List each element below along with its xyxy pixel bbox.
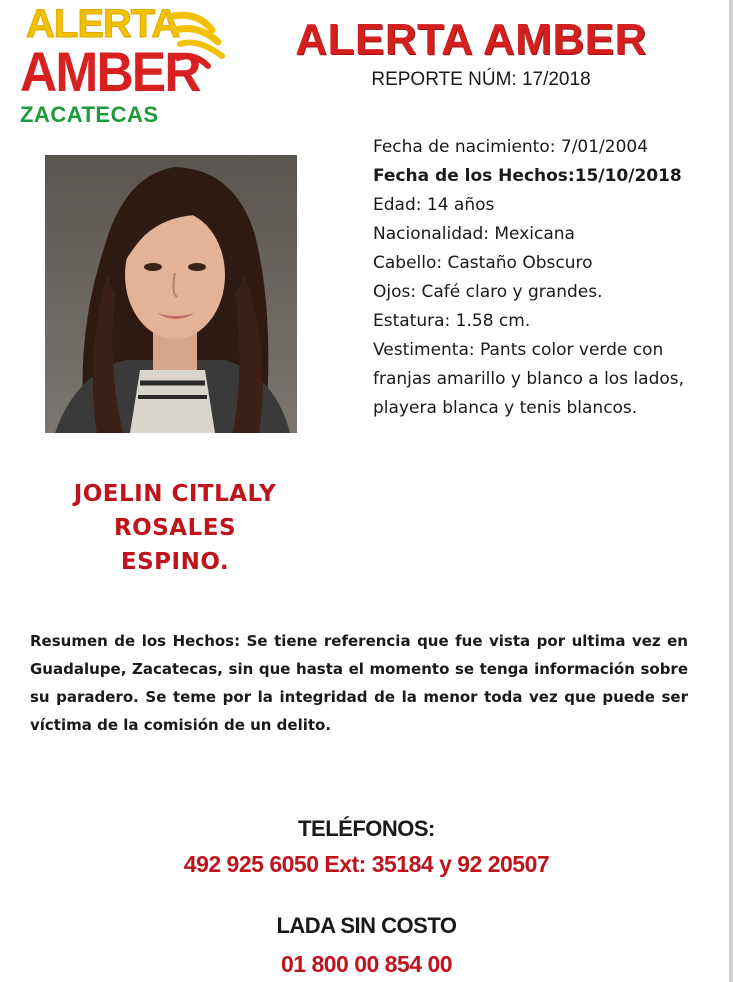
name-line-3: ESPINO. [120, 549, 230, 575]
name-line-1: JOELIN CITLALY [73, 481, 277, 507]
eyes-description: Ojos: Café claro y grandes. [373, 282, 603, 302]
event-date: Fecha de los Hechos:15/10/2018 [373, 166, 682, 186]
page-title: ALERTA AMBER [295, 15, 647, 64]
person-details [373, 133, 703, 423]
alerta-amber-zacatecas-logo [18, 4, 228, 128]
clothing-description: Vestimenta: Pants color verde con franjas amarillo y blanco a los lados, playera blanca y tenis blancos. [373, 340, 685, 418]
hair-description: Cabello: Castaño Obscuro [373, 253, 593, 273]
case-summary: Resumen de los Hechos: Se tiene referencia que fue vista por ultima vez en Guadalupe, Zacatecas, sin que hasta el momento se tenga información sobre su paradero. Se teme por la integridad de la menor toda vez que puede ser víctima de la comisión de un delito. [30, 632, 688, 734]
birth-date: Fecha de nacimiento: 7/01/2004 [373, 137, 649, 157]
logo-zacatecas-text: ZACATECAS [20, 102, 159, 127]
phone-numbers: 492 925 6050 Ext: 35184 y 92 20507 [183, 851, 550, 877]
logo-alerta-text: ALERTA [26, 2, 180, 46]
missing-person-name [40, 477, 310, 579]
phones-label: TELÉFONOS: [298, 816, 435, 841]
logo-amber-text: AMBER [20, 40, 200, 103]
age: Edad: 14 años [373, 195, 495, 215]
portrait-illustration [45, 155, 297, 433]
nationality: Nacionalidad: Mexicana [373, 224, 575, 244]
toll-free-label: LADA SIN COSTO [276, 913, 457, 938]
height: Estatura: 1.58 cm. [373, 311, 531, 331]
missing-person-photo [45, 155, 297, 433]
report-number: REPORTE NÚM: 17/2018 [371, 69, 591, 90]
name-line-2: ROSALES [113, 515, 237, 541]
toll-free-number: 01 800 00 854 00 [280, 951, 453, 977]
